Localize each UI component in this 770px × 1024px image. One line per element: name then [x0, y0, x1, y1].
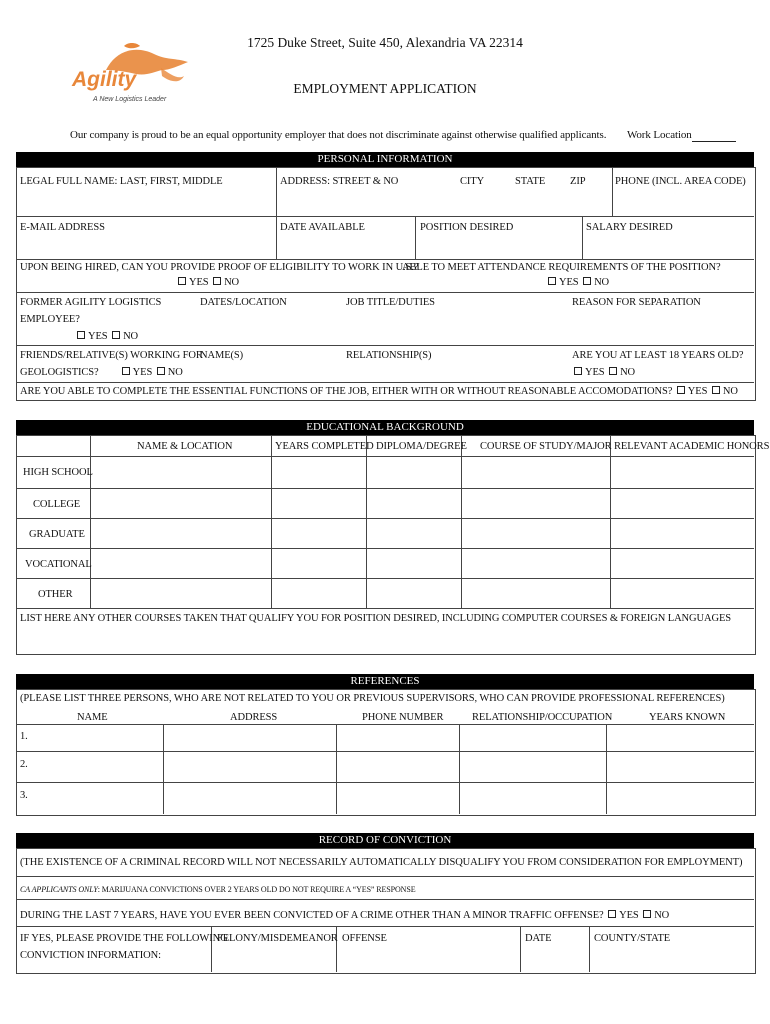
eligibility-yes-checkbox[interactable] — [178, 277, 186, 285]
salary-desired-label: SALARY DESIRED — [586, 222, 673, 233]
names-label: NAME(S) — [200, 350, 244, 361]
section-conviction-heading: RECORD OF CONVICTION — [16, 833, 754, 848]
conviction-info-label: IF YES, PLEASE PROVIDE THE FOLLOWING — [20, 933, 228, 944]
relationships-label: RELATIONSHIP(S) — [346, 350, 432, 361]
attendance-yes-checkbox[interactable] — [548, 277, 556, 285]
former-employee-label-2: EMPLOYEE? — [20, 314, 80, 325]
work-location-label: Work Location — [627, 129, 692, 141]
conviction-no-checkbox[interactable] — [643, 910, 651, 918]
edu-col-years: YEARS COMPLETED — [275, 441, 374, 452]
friends-relatives-label: FRIENDS/RELATIVE(S) WORKING FOR — [20, 350, 203, 361]
logo-wordmark: Agility — [72, 68, 137, 91]
address-field[interactable] — [277, 188, 611, 215]
date-available-label: DATE AVAILABLE — [280, 222, 365, 233]
age-options: YES NO — [572, 366, 635, 379]
section-education-heading: EDUCATIONAL BACKGROUND — [16, 420, 754, 435]
age-yes-checkbox[interactable] — [574, 367, 582, 375]
logo-tagline: A New Logistics Leader — [93, 96, 167, 103]
position-desired-field[interactable] — [416, 234, 581, 258]
ca-applicants-note: CA APPLICANTS ONLY: MARIJUANA CONVICTIONS OVER 2 YEARS OLD DO NOT REQUIRE A “YES” RESPONSE — [20, 885, 416, 894]
ref-col-name: NAME — [77, 712, 108, 723]
section-personal-heading: PERSONAL INFORMATION — [16, 152, 754, 167]
conviction-yes-checkbox[interactable] — [608, 910, 616, 918]
reason-separation-label: REASON FOR SEPARATION — [572, 297, 701, 308]
edu-row-high-school: HIGH SCHOOL — [23, 467, 93, 478]
ref-row-2: 2. — [20, 759, 28, 770]
eligibility-options: YES NO — [176, 276, 239, 289]
ref-col-phone: PHONE NUMBER — [362, 712, 444, 723]
address-label: ADDRESS: STREET & NO — [280, 176, 399, 187]
essential-functions-question: ARE YOU ABLE TO COMPLETE THE ESSENTIAL FUNCTIONS OF THE JOB, EITHER WITH OR WITHOUT REASONABLE ACCOMODATIONS? YES NO — [20, 386, 738, 397]
edu-col-course: COURSE OF STUDY/MAJOR — [480, 441, 612, 452]
email-field[interactable] — [17, 234, 275, 258]
former-no-checkbox[interactable] — [112, 331, 120, 339]
city-label: CITY — [460, 176, 485, 187]
age-no-checkbox[interactable] — [609, 367, 617, 375]
conviction-question: DURING THE LAST 7 YEARS, HAVE YOU EVER BEEN CONVICTED OF A CRIME OTHER THAN A MINOR TRAFFIC OFFENSE? YES NO — [20, 910, 670, 921]
ref-col-years-known: YEARS KNOWN — [649, 712, 726, 723]
salary-desired-field[interactable] — [583, 234, 753, 258]
work-location-field[interactable] — [692, 141, 736, 142]
phone-label: PHONE (INCL. AREA CODE) — [615, 176, 746, 187]
legal-name-label: LEGAL FULL NAME: LAST, FIRST, MIDDLE — [20, 176, 223, 187]
friends-yes-checkbox[interactable] — [122, 367, 130, 375]
ref-row-3: 3. — [20, 790, 28, 801]
legal-name-field[interactable] — [17, 188, 275, 215]
county-state-label: COUNTY/STATE — [594, 933, 671, 944]
conviction-info-label-2: CONVICTION INFORMATION: — [20, 950, 161, 961]
felony-misdemeanor-label: FELONY/MISDEMEANOR — [217, 933, 338, 944]
former-employee-options: YES NO — [75, 330, 138, 343]
date-available-field[interactable] — [277, 234, 414, 258]
essential-no-checkbox[interactable] — [712, 386, 720, 394]
other-courses-label: LIST HERE ANY OTHER COURSES TAKEN THAT QUALIFY YOU FOR POSITION DESIRED, INCLUDING COMPUTER COURSES & FOREIGN LANGUAGES — [20, 613, 732, 624]
edu-row-vocational: VOCATIONAL — [25, 559, 92, 570]
references-instructions: (PLEASE LIST THREE PERSONS, WHO ARE NOT RELATED TO YOU OR PREVIOUS SUPERVISORS, WHO CAN PROVIDE PROFESSIONAL REFERENCES) — [20, 693, 725, 704]
state-label: STATE — [515, 176, 546, 187]
essential-yes-checkbox[interactable] — [677, 386, 685, 394]
former-yes-checkbox[interactable] — [77, 331, 85, 339]
references-section — [16, 689, 756, 816]
ref-row-1: 1. — [20, 731, 28, 742]
ref-col-address: ADDRESS — [230, 712, 278, 723]
section-references-heading: REFERENCES — [16, 674, 754, 689]
friends-relatives-label-2: GEOLOGISTICS? YES NO — [20, 367, 183, 378]
email-label: E-MAIL ADDRESS — [20, 222, 105, 233]
offense-label: OFFENSE — [342, 933, 387, 944]
other-courses-field[interactable] — [17, 626, 753, 652]
position-desired-label: POSITION DESIRED — [420, 222, 514, 233]
zip-label: ZIP — [570, 176, 586, 187]
edu-row-college: COLLEGE — [33, 499, 81, 510]
ref-col-relationship: RELATIONSHIP/OCCUPATION — [472, 712, 613, 723]
friends-no-checkbox[interactable] — [157, 367, 165, 375]
eeo-statement: Our company is proud to be an equal opportunity employer that does not discriminate against otherwise qualified applicants. — [70, 129, 607, 141]
edu-row-graduate: GRADUATE — [29, 529, 85, 540]
edu-col-name-location: NAME & LOCATION — [137, 441, 233, 452]
attendance-question: ABLE TO MEET ATTENDANCE REQUIREMENTS OF THE POSITION? — [402, 262, 721, 273]
phone-field[interactable] — [613, 188, 753, 215]
attendance-options: YES NO — [546, 276, 609, 289]
edu-row-other: OTHER — [38, 589, 73, 600]
job-title-label: JOB TITLE/DUTIES — [346, 297, 435, 308]
edu-col-honors: RELEVANT ACADEMIC HONORS — [614, 441, 770, 452]
edu-col-diploma: DIPLOMA/DEGREE — [376, 441, 467, 452]
page-title: EMPLOYMENT APPLICATION — [293, 81, 477, 96]
former-employee-label: FORMER AGILITY LOGISTICS — [20, 297, 162, 308]
date-label: DATE — [525, 933, 552, 944]
attendance-no-checkbox[interactable] — [583, 277, 591, 285]
conviction-note: (THE EXISTENCE OF A CRIMINAL RECORD WILL NOT NECESSARILY AUTOMATICALLY DISQUALIFY YOU FROM CONSIDERATION FOR EMPLOYMENT) — [20, 857, 743, 868]
age-question: ARE YOU AT LEAST 18 YEARS OLD? — [572, 350, 744, 361]
dates-location-label: DATES/LOCATION — [200, 297, 287, 308]
eligibility-question: UPON BEING HIRED, CAN YOU PROVIDE PROOF OF ELIGIBILITY TO WORK IN U.S.? — [20, 262, 419, 273]
eligibility-no-checkbox[interactable] — [213, 277, 221, 285]
company-address: 1725 Duke Street, Suite 450, Alexandria VA 22314 — [247, 35, 523, 50]
